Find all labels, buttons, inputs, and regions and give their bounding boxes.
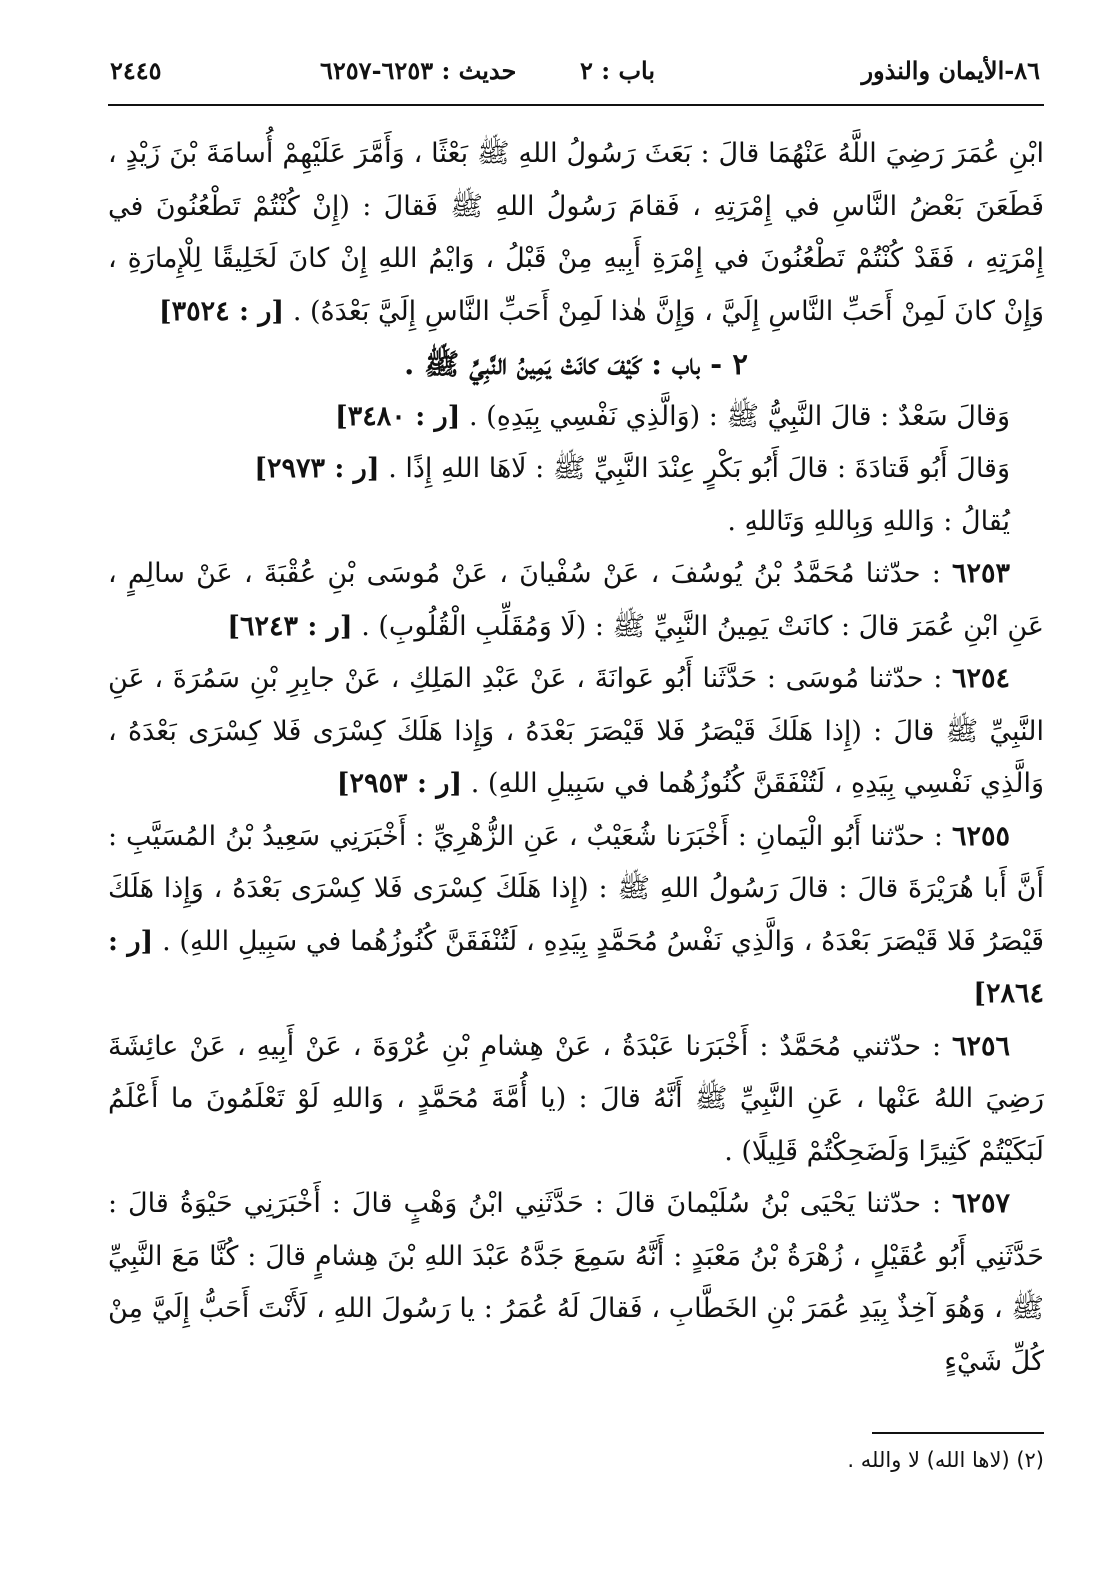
cross-reference: [ر : ٢٩٥٣] xyxy=(336,768,463,799)
hadith-number: ٦٢٥٦ xyxy=(952,1030,1011,1062)
paragraph xyxy=(108,443,1044,496)
header-rule xyxy=(108,104,1044,106)
header-chapter: باب : ٢ xyxy=(580,56,656,85)
footnote-rule xyxy=(872,1432,1044,1434)
paragraph xyxy=(108,128,1044,338)
main-text xyxy=(108,128,1044,1388)
hadith-text: حدّثني مُحَمَّدٌ : أَخْبَرَنا عَبْدَةُ ، عَنْ هِشامِ بْنِ عُرْوَةَ ، عَنْ أَبِيهِ ، عَنْ عائِشَةَ رَضِيَ اللهُ عَنْها ، عَنِ النَّبِيِّ ﷺ أَنَّهُ قالَ : (يا أُمَّةَ مُحَمَّدٍ ، وَاللهِ لَوْ تَعْلَمُونَ ما أَعْلَمُ لَبَكَيْتُمْ كَثِيرًا وَلَضَحِكْتُمْ قَلِيلًا) . xyxy=(108,1030,1044,1167)
paragraph-text: ابْنِ عُمَرَ رَضِيَ اللَّهُ عَنْهُمَا قالَ : بَعَثَ رَسُولُ اللهِ ﷺ بَعْثًا ، وَأَمَّرَ عَلَيْهِمْ أُسامَةَ بْنَ زَيْدٍ ، فَطَعَنَ بَعْضُ النَّاسِ في إِمْرَتِهِ ، فَقامَ رَسُولُ اللهِ ﷺ فَقالَ : (إِنْ كُنْتُمْ تَطْعُنُونَ في إِمْرَتِهِ ، فَقَدْ كُنْتُمْ تَطْعُنُونَ في إِمْرَةِ أَبِيهِ مِنْ قَبْلُ ، وَايْمُ اللهِ إِنْ كانَ لَخَلِيقًا لِلْإِمارَةِ ، وَإِنْ كانَ لَمِنْ أَحَبِّ النَّاسِ إِلَيَّ ، وَإِنَّ هٰذا لَمِنْ أَحَبِّ النَّاسِ إِلَيَّ بَعْدَهُ) . xyxy=(108,138,1045,327)
paragraph-text: وَقالَ سَعْدٌ : قالَ النَّبِيُّ ﷺ : (وَالَّذِي نَفْسِي بِيَدِهِ) . xyxy=(469,400,1010,432)
paragraph-text: وَقالَ أَبُو قَتادَةَ : قالَ أَبُو بَكْرٍ عِنْدَ النَّبِيِّ ﷺ : لَاهَا اللهِ إِذًا . xyxy=(388,453,1010,484)
hadith-text: حدّثنا يَحْيَى بْنُ سُلَيْمانَ قالَ : حَدَّثَنِي ابْنُ وَهْبٍ قالَ : أَخْبَرَنِي حَيْوَةُ قالَ : حَدَّثَنِي أَبُو عُقَيْلٍ ، زُهْرَةُ بْنُ مَعْبَدٍ : أَنَّهُ سَمِعَ جَدَّهُ عَبْدَ اللهِ بْنَ هِشامٍ قالَ : كُنَّا مَعَ النَّبِيِّ ﷺ ، وَهُوَ آخِذٌ بِيَدِ عُمَرَ بْنِ الخَطَّابِ ، فَقالَ لَهُ عُمَرُ : يا رَسُولَ اللهِ ، لَأَنْتَ أَحَبُّ إِلَيَّ مِنْ كُلِّ شَيْءٍ xyxy=(108,1188,1044,1377)
cross-reference: [ر : ٣٤٨٠] xyxy=(335,400,461,432)
paragraph xyxy=(108,496,1044,549)
hadith-number: ٦٢٥٣ xyxy=(952,558,1011,589)
hadith-paragraph: ٦٢٥٤ : حدّثنا مُوسَى : حَدَّثَنا أَبُو عَوانَةَ ، عَنْ عَبْدِ المَلِكِ ، عَنْ جابِرِ بْنِ سَمُرَةَ ، عَنِ النَّبِيِّ ﷺ قالَ : (إِذا هَلَكَ قَيْصَرُ فَلا قَيْصَرَ بَعْدَهُ ، وَإِذا هَلَكَ كِسْرَى فَلا كِسْرَى بَعْدَهُ ، وَالَّذِي نَفْسِي بِيَدِهِ ، لَتُنْفَقَنَّ كُنُوزُهُما في سَبِيلِ اللهِ) . [ر : ٢٩٥٣] xyxy=(108,663,1044,799)
hadith-number: ٦٢٥٧ xyxy=(951,1188,1010,1219)
hadith-paragraph: ٦٢٥٦ : حدّثني مُحَمَّدٌ : أَخْبَرَنا عَبْدَةُ ، عَنْ هِشامِ بْنِ عُرْوَةَ ، عَنْ أَبِيهِ ، عَنْ عائِشَةَ رَضِيَ اللهُ عَنْها ، عَنِ النَّبِيِّ ﷺ أَنَّهُ قالَ : (يا أُمَّةَ مُحَمَّدٍ ، وَاللهِ لَوْ تَعْلَمُونَ ما أَعْلَمُ لَبَكَيْتُمْ كَثِيرًا وَلَضَحِكْتُمْ قَلِيلًا) . xyxy=(108,1030,1044,1167)
cross-reference: [ر : ٦٢٤٣] xyxy=(227,610,353,642)
hadith-paragraph: ٦٢٥٥ : حدّثنا أَبُو الْيَمانِ : أَخْبَرَنا شُعَيْبٌ ، عَنِ الزُّهْرِيِّ : أَخْبَرَنِي سَعِيدُ بْنُ المُسَيَّبِ : أَنَّ أَبا هُرَيْرَةَ قالَ : قالَ رَسُولُ اللهِ ﷺ : (إِذا هَلَكَ كِسْرَى فَلا كِسْرَى بَعْدَهُ ، وَإِذا هَلَكَ قَيْصَرُ فَلا قَيْصَرَ بَعْدَهُ ، وَالَّذِي نَفْسُ مُحَمَّدٍ بِيَدِهِ ، لَتُنْفَقَنَّ كُنُوزُهُما في سَبِيلِ اللهِ) . [ر : ٢٨٦٤] xyxy=(108,820,1044,1009)
footnote: (٢) (لاها الله) لا والله . xyxy=(847,1448,1044,1472)
page-header xyxy=(110,52,1040,94)
page-number: ٢٤٤٥ xyxy=(110,56,162,85)
chapter-heading: ٢ - باب : كَيْفَ كانَتْ يَمِينُ النَّبِيِّ ﷺ . xyxy=(404,347,748,381)
header-hadith-range: حديث : ٦٢٥٣-٦٢٥٧ xyxy=(320,56,517,85)
hadith-text: حدّثنا مُحَمَّدُ بْنُ يُوسُفَ ، عَنْ سُفْيانَ ، عَنْ مُوسَى بْنِ عُقْبَةَ ، عَنْ سالِمٍ ، عَنِ ابْنِ عُمَرَ قالَ : كانَتْ يَمِينُ النَّبِيِّ ﷺ : (لَا وَمُقَلِّبِ الْقُلُوبِ) . xyxy=(108,558,1044,642)
cross-reference: [ر : ٢٩٧٣] xyxy=(254,453,380,484)
cross-reference: [ر : ٣٥٢٤] xyxy=(158,295,285,327)
hadith-paragraph: ٦٢٥٧ : حدّثنا يَحْيَى بْنُ سُلَيْمانَ قالَ : حَدَّثَنِي ابْنُ وَهْبٍ قالَ : أَخْبَرَنِي حَيْوَةُ قالَ : حَدَّثَنِي أَبُو عُقَيْلٍ ، زُهْرَةُ بْنُ مَعْبَدٍ : أَنَّهُ سَمِعَ جَدَّهُ عَبْدَ اللهِ بْنَ هِشامٍ قالَ : كُنَّا مَعَ النَّبِيِّ ﷺ ، وَهُوَ آخِذٌ بِيَدِ عُمَرَ بْنِ الخَطَّابِ ، فَقالَ لَهُ عُمَرُ : يا رَسُولَ اللهِ ، لَأَنْتَ أَحَبُّ إِلَيَّ مِنْ كُلِّ شَيْءٍ xyxy=(108,1188,1044,1377)
hadith-paragraph: ٦٢٥٣ : حدّثنا مُحَمَّدُ بْنُ يُوسُفَ ، عَنْ سُفْيانَ ، عَنْ مُوسَى بْنِ عُقْبَةَ ، عَنْ سالِمٍ ، عَنِ ابْنِ عُمَرَ قالَ : كانَتْ يَمِينُ النَّبِيِّ ﷺ : (لَا وَمُقَلِّبِ الْقُلُوبِ) . [ر : ٦٢٤٣] xyxy=(108,558,1044,642)
hadith-text: حدّثنا أَبُو الْيَمانِ : أَخْبَرَنا شُعَيْبٌ ، عَنِ الزُّهْرِيِّ : أَخْبَرَنِي سَعِيدُ بْنُ المُسَيَّبِ : أَنَّ أَبا هُرَيْرَةَ قالَ : قالَ رَسُولُ اللهِ ﷺ : (إِذا هَلَكَ كِسْرَى فَلا كِسْرَى بَعْدَهُ ، وَإِذا هَلَكَ قَيْصَرُ فَلا قَيْصَرَ بَعْدَهُ ، وَالَّذِي نَفْسُ مُحَمَّدٍ بِيَدِهِ ، لَتُنْفَقَنَّ كُنُوزُهُما في سَبِيلِ اللهِ) . xyxy=(108,820,1044,957)
cross-reference: [ر : ٢٨٦٤] xyxy=(108,925,1044,1009)
hadith-number: ٦٢٥٥ xyxy=(951,820,1010,852)
hadith-text: حدّثنا مُوسَى : حَدَّثَنا أَبُو عَوانَةَ ، عَنْ عَبْدِ المَلِكِ ، عَنْ جابِرِ بْنِ سَمُرَةَ ، عَنِ النَّبِيِّ ﷺ قالَ : (إِذا هَلَكَ قَيْصَرُ فَلا قَيْصَرَ بَعْدَهُ ، وَإِذا هَلَكَ كِسْرَى فَلا كِسْرَى بَعْدَهُ ، وَالَّذِي نَفْسِي بِيَدِهِ ، لَتُنْفَقَنَّ كُنُوزُهُما في سَبِيلِ اللهِ) . xyxy=(108,663,1044,799)
paragraph xyxy=(108,391,1044,444)
paragraph-text: يُقالُ : وَاللهِ وَبِاللهِ وَتَاللهِ . xyxy=(727,505,1010,537)
header-book-title: ٨٦-الأيمان والنذور xyxy=(861,56,1040,85)
hadith-number: ٦٢٥٤ xyxy=(951,663,1010,694)
